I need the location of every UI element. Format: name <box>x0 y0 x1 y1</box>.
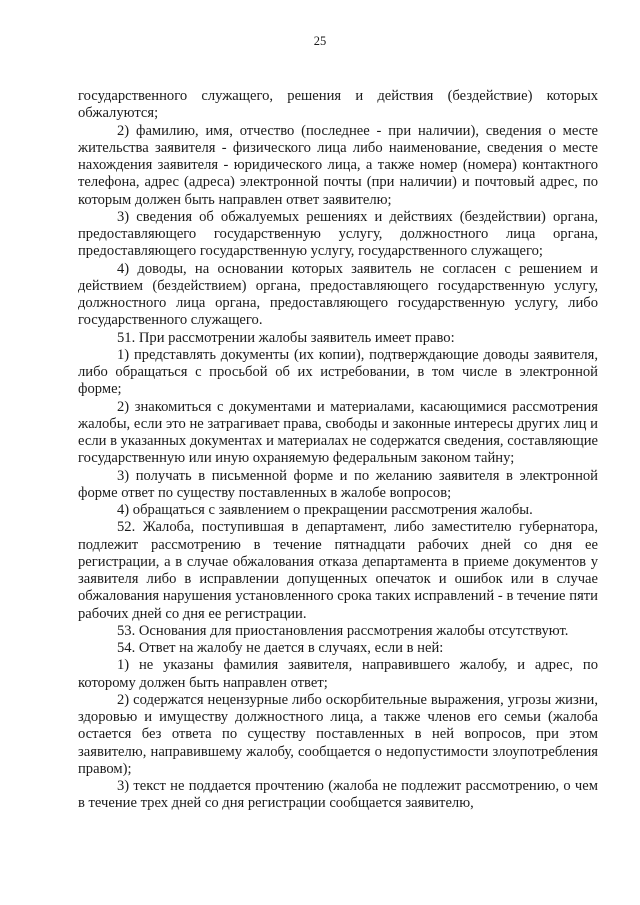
paragraph-clause-54-item-3: 3) текст не поддается прочтению (жалоба не подлежит рассмотрению, о чем в течение трех дней со дня регистрации сообщается заявителю, <box>78 778 598 812</box>
paragraph-item-3-appealed-decisions: 3) сведения об обжалуемых решениях и действиях (бездействии) органа, предоставляющего государственную услугу, должностного лица органа, предоставляющего государственную услугу, государственного служащего; <box>78 208 598 260</box>
paragraph-item-2-applicant-details: 2) фамилию, имя, отчество (последнее - при наличии), сведения о месте жительства заявителя - физического лица либо наименование, сведения о месте нахождения заявителя - юридического лица, а также номер (номера) контактного телефона, адрес (адреса) электронной почты (при наличии) и почтовый адрес, по которым должен быть направлен ответ заявителю; <box>78 122 598 208</box>
paragraph-clause-51-item-3: 3) получать в письменной форме и по желанию заявителя в электронной форме ответ по существу поставленных в жалобе вопросов; <box>78 467 598 501</box>
page-number: 25 <box>313 34 327 48</box>
paragraph-clause-52: 52. Жалоба, поступившая в департамент, либо заместителю губернатора, подлежит рассмотрению в течение пятнадцати рабочих дней со дня ее регистрации, а в случае обжалования отказа департамента в приеме документов у заявителя либо в исправлении допущенных опечаток и ошибок или в случае обжалования нарушения установленного срока таких исправлений - в течение пяти рабочих дней со дня ее регистрации. <box>78 519 598 622</box>
paragraph-clause-51-item-4: 4) обращаться с заявлением о прекращении рассмотрения жалобы. <box>117 502 533 518</box>
paragraph-clause-54-item-2: 2) содержатся нецензурные либо оскорбительные выражения, угрозы жизни, здоровью и имуществу должностного лица, а также членов его семьи (жалоба остается без ответа по существу поставленных в ней вопросов, при этом заявителю, направившему жалобу, сообщается о недопустимости злоупотребления правом); <box>78 691 598 777</box>
paragraph-continuation: государственного служащего, решения и действия (бездействие) которых обжалуются; <box>78 88 598 122</box>
paragraph-clause-54: 54. Ответ на жалобу не дается в случаях, если в ней: <box>117 640 444 656</box>
paragraph-clause-51: 51. При рассмотрении жалобы заявитель имеет право: <box>117 329 455 346</box>
paragraph-clause-51-item-1: 1) представлять документы (их копии), подтверждающие доводы заявителя, либо обращаться с просьбой об их истребовании, в том числе в электронной форме; <box>78 346 598 398</box>
paragraph-item-4-arguments: 4) доводы, на основании которых заявитель не согласен с решением и действием (бездействием) органа, предоставляющего государственную услугу, должностного лица органа, предоставляющего государственную услугу, либо государственного служащего. <box>78 260 598 329</box>
paragraph-clause-53: 53. Основания для приостановления рассмотрения жалобы отсутствуют. <box>117 622 569 639</box>
paragraph-clause-54-item-1: 1) не указаны фамилия заявителя, направившего жалобу, и адрес, по которому должен быть направлен ответ; <box>78 657 598 691</box>
paragraph-clause-51-item-2: 2) знакомиться с документами и материалами, касающимися рассмотрения жалобы, если это не затрагивает права, свободы и законные интересы других лиц и если в указанных документах и материалах не содержатся сведения, составляющие государственную или иную охраняемую федеральным законом тайну; <box>78 398 598 467</box>
document-body <box>78 88 598 813</box>
